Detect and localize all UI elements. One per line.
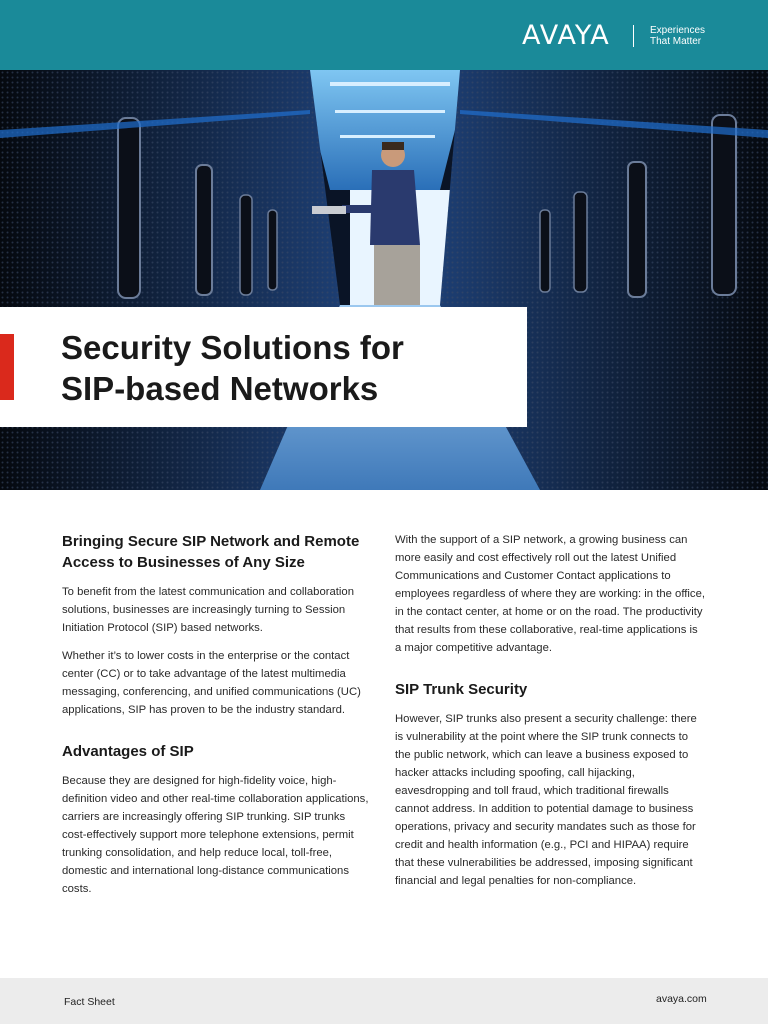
header-bar bbox=[0, 0, 768, 70]
avaya-logo: AVAYA bbox=[522, 20, 610, 51]
footer-bar bbox=[0, 978, 768, 1024]
tagline bbox=[650, 25, 730, 47]
datacenter-illustration bbox=[0, 70, 768, 490]
para-advantages: Because they are designed for high-fidelity voice, high-definition video and other real-time collaboration applications, carriers are increasingly offering SIP trunking. SIP trunks cost-effectively support more telephone extensions, permit trunking consolidation, and help reduce local, toll-free, domestic and international long-distance communications costs. bbox=[62, 775, 369, 895]
logo-divider bbox=[633, 25, 634, 47]
right-column bbox=[395, 531, 705, 890]
heading-sip-trunk-security: SIP Trunk Security bbox=[395, 681, 528, 698]
para-growing-business: With the support of a SIP network, a growing business can more easily and cost effectively roll out the latest Unified Communications and Customer Contact applications to employees regardless of where they are working: in the office, in the contact center, at home or on the road. The productivity that results from these collaborative, real-time applications is a major competitive advantage. bbox=[395, 534, 705, 654]
title-line1: Security Solutions for bbox=[61, 329, 404, 366]
para-lower-costs: Whether it’s to lower costs in the enterprise or the contact center (CC) or to take advantage of the latest multimedia messaging, conferencing, and unified communications (UC) applications, SIP has proven to be the industry standard. bbox=[62, 650, 361, 716]
left-column bbox=[62, 531, 372, 898]
heading-bringing-secure-sip: Bringing Secure SIP Network and Remote Access to Businesses of Any Size bbox=[62, 533, 360, 571]
title-line2: SIP-based Networks bbox=[61, 370, 379, 407]
page-title bbox=[61, 327, 521, 409]
hero-image bbox=[0, 70, 768, 490]
tagline-line2: That Matter bbox=[650, 36, 702, 47]
heading-advantages-of-sip: Advantages of SIP bbox=[62, 743, 194, 760]
red-accent-bar bbox=[0, 334, 14, 400]
footer-fact-sheet: Fact Sheet bbox=[64, 996, 115, 1008]
para-benefit: To benefit from the latest communication and collaboration solutions, businesses are increasingly turning to Session Initiation Protocol (SIP) based networks. bbox=[62, 586, 354, 634]
footer-url-link[interactable]: avaya.com bbox=[656, 993, 707, 1005]
para-security-challenge: However, SIP trunks also present a security challenge: there is vulnerability at the point where the SIP trunk connects to the public network, which can leave a business exposed to hacker attacks including spoofing, call hijacking, eavesdropping and toll fraud, which traditional firewalls cannot address. In addition to potential damage to business operations, privacy and security mandates such as those for credit and health information (e.g., PCI and HIPAA) require that these vulnerabilities be addressed, imposing significant financial and legal penalties for non-compliance. bbox=[395, 713, 697, 887]
tagline-line1: Experiences bbox=[650, 25, 706, 36]
